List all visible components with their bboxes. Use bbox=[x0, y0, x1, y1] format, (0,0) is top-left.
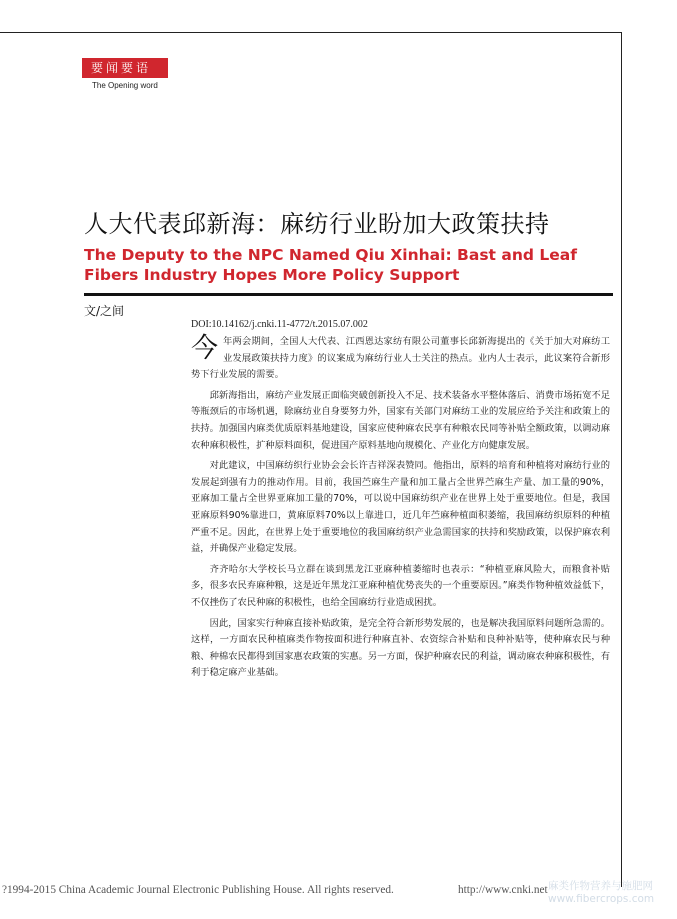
paragraph-4: 齐齐哈尔大学校长马立群在谈到黑龙江亚麻种植萎缩时也表示：“种植亚麻风险大，而粮食补贴多，很多农民弃麻种粮，这是近年黑龙江亚麻种植优势丧失的一个重要原因。”麻类作物种植效益低下，不仅挫伤了农民种麻的积极性，也给全国麻纺行业造成困扰。 bbox=[191, 563, 610, 608]
frame-line-left bbox=[0, 32, 38, 33]
doi: DOI:10.14162/j.cnki.11-4772/t.2015.07.002 bbox=[191, 319, 368, 330]
paragraph-5: 因此，国家实行种麻直接补贴政策，是完全符合新形势发展的，也是解决我国原料问题所急需的。这样，一方面农民种植麻类作物按面积进行种麻直补、农资综合补贴和良种补贴等，使种麻农民与种粮、种棉农民都得到国家惠农政策的实惠。另一方面，保护种麻农民的利益，调动麻农种麻积极性，有利于稳定麻产业基础。 bbox=[191, 617, 610, 679]
author-byline: 文/之间 bbox=[84, 304, 125, 318]
dropcap: 今 bbox=[191, 333, 218, 364]
frame-line-top bbox=[38, 32, 622, 33]
article-title-en: The Deputy to the NPC Named Qiu Xinhai: Bast and Leaf Fibers Industry Hopes More Policy Support bbox=[84, 246, 577, 284]
watermark-line-1: 麻类作物营养与施肥网 bbox=[548, 880, 653, 892]
section-subtitle: The Opening word bbox=[92, 81, 158, 90]
paragraph-2: 邱新海指出，麻纺产业发展正面临突破创新投入不足、技术装备水平整体落后、消费市场拓宽不足等瓶颈后的市场机遇，除麻纺业自身要努力外，国家有关部门对麻纺工业的发展应给予关注和政策上的扶持。加强国内麻类优质原料基地建设，国家应使种麻农民享有种粮农民同等补贴全额政策，以调动麻农种麻积极性，扩种原料面积，促进国产原料基地向规模化、产业化方向健康发展。 bbox=[191, 389, 610, 451]
watermark-line-2: www.fibercrops.com bbox=[548, 893, 655, 905]
paragraph-1 bbox=[191, 334, 610, 384]
article-body bbox=[191, 334, 610, 686]
section-tag: 要闻要语 bbox=[82, 58, 168, 78]
footer-copyright: ?1994-2015 China Academic Journal Electronic Publishing House. All rights reserved. bbox=[2, 884, 394, 896]
paragraph-1-text: 年两会期间，全国人大代表、江西恩达家纺有限公司董事长邱新海提出的《关于加大对麻纺工业发展政策扶持力度》的议案成为麻纺行业人士关注的热点。业内人士表示，此议案符合新形势下行业发展的需要。 bbox=[191, 336, 610, 381]
paragraph-3: 对此建议，中国麻纺织行业协会会长许吉祥深表赞同。他指出，原料的培育和种植将对麻纺行业的发展起到强有力的推动作用。目前，我国苎麻生产量和加工量占全世界苎麻生产量、加工量的90%，亚麻加工量占全世界亚麻加工量的70%，可以说中国麻纺织产业在世界上处于重要地位。但是，我国亚麻原料90%靠进口，黄麻原料70%以上靠进口，近几年苎麻种植面积萎缩，我国麻纺织原料的种植严重不足。因此，在世界上处于重要地位的我国麻纺织产业急需国家的扶持和奖励政策，以保护麻农利益，并确保产业稳定发展。 bbox=[191, 460, 610, 555]
article-title-zh: 人大代表邱新海：麻纺行业盼加大政策扶持 bbox=[84, 210, 550, 238]
footer-url[interactable]: http://www.cnki.net bbox=[458, 884, 548, 896]
frame-line-right bbox=[621, 32, 622, 887]
title-rule bbox=[84, 293, 613, 296]
watermark bbox=[548, 880, 654, 906]
